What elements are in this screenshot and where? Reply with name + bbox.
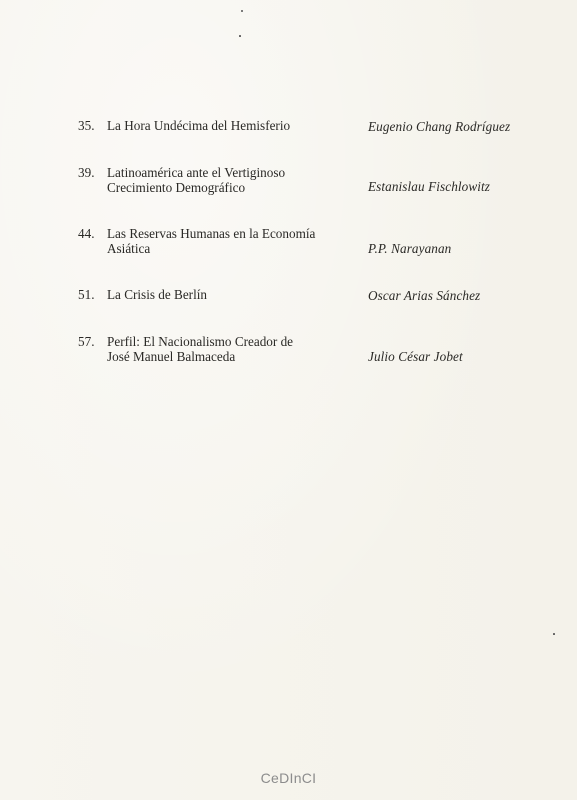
toc-title-line: La Crisis de Berlín [107,287,207,302]
toc-title-line: Crecimiento Demográfico [107,180,246,195]
toc-author: Oscar Arias Sánchez [368,288,481,303]
toc-author: Eugenio Chang Rodríguez [368,119,511,134]
toc-page-number: 35. [78,118,95,133]
toc-title-line: José Manuel Balmaceda [107,349,236,364]
toc-title-line: La Hora Undécima del Hemisferio [107,118,291,133]
toc-author: Julio César Jobet [368,349,463,364]
toc-author: P.P. Narayanan [368,241,452,256]
page-speck [241,10,243,12]
toc-title-line: Las Reservas Humanas en la Economía [107,226,316,241]
toc-page-number: 44. [78,226,95,241]
toc-article-title [107,334,362,364]
toc-page-number: 51. [78,287,95,302]
archive-watermark: CeDInCI [260,770,317,786]
toc-title-line: Asiática [107,241,151,256]
toc-page-number: 57. [78,334,95,349]
toc-title-line: Perfil: El Nacionalismo Creador de [107,334,294,349]
toc-article-title [107,165,362,195]
toc-page-number: 39. [78,165,95,180]
page-speck [239,35,241,37]
page-speck [553,633,555,635]
toc-article-title [107,118,362,133]
toc-article-title [107,287,362,302]
toc-article-title [107,226,362,256]
toc-title-line: Latinoamérica ante el Vertiginoso [107,165,286,180]
toc-author: Estanislau Fischlowitz [368,179,490,194]
